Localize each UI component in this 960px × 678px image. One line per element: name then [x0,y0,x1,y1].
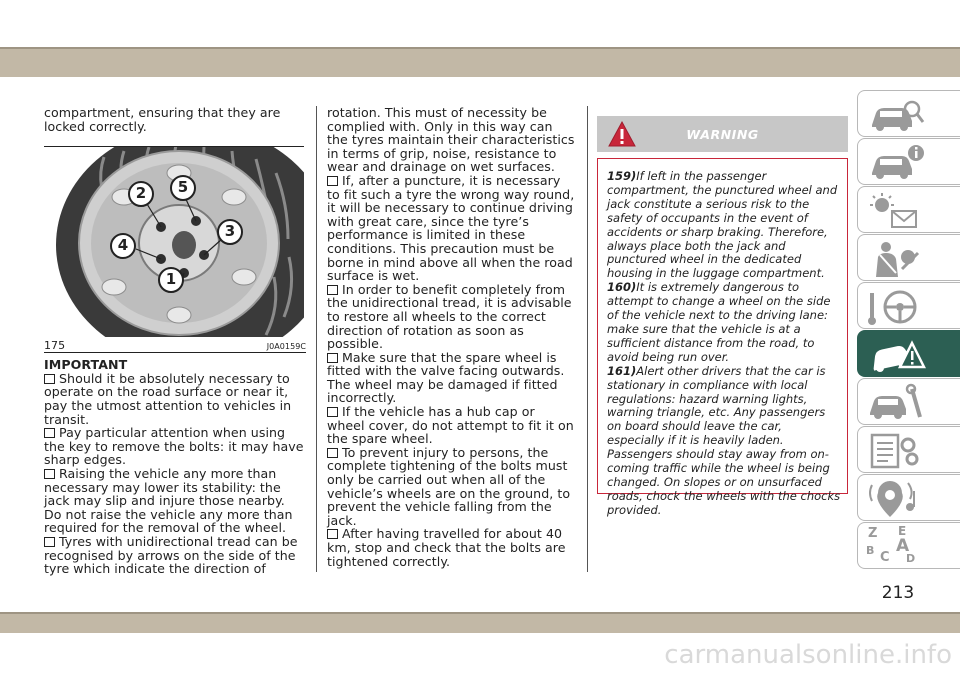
bullet-square-icon [327,285,338,295]
wheel-figure [44,146,304,336]
tab-safety[interactable] [857,234,960,281]
bullet-square-icon [44,374,55,384]
important-bullet: Tyres with unidirectional tread can be recognised by arrows on the side of the tyre which indicate the direction of [44,533,298,577]
steering-wheel-icon [866,287,926,327]
figure-label-5: 5 [170,175,196,201]
tab-getting-to-know-car[interactable] [857,90,960,137]
column-1 [44,106,306,576]
tab-technical-data[interactable] [857,426,960,473]
car-search-icon [866,95,926,135]
col2-bullet: Make sure that the spare wheel is fitted with the valve facing outwards. The wheel may be damaged if fitted incorrectly. [327,349,565,406]
bottom-band [0,612,960,633]
alphabetical-index-icon: Z E B A C D [866,524,916,565]
figure-code: J0A0159C [266,342,306,352]
breakdown-warning-icon [866,335,926,375]
warning-title: WARNING [686,127,759,142]
column-2 [327,106,575,568]
bullet-square-icon [327,529,338,539]
technical-data-icon [866,431,926,471]
col2-bullet: In order to benefit completely from the unidirectional tread, it is advisable to restore all wheels to the correct direction of rotation as soon as possible. [327,281,572,352]
col2-bullet: After having travelled for about 40 km, stop and check that the bolts are tightened correctly. [327,526,566,569]
col2-bullet: To prevent injury to persons, the complete tightening of the bolts must only be carried out when all of the vehicle’s wheels are on the ground, to prevent the vehicle falling from the jack. [327,444,571,528]
bullet-square-icon [327,353,338,363]
figure-label-4: 4 [110,233,136,259]
col2-bullet: If the vehicle has a hub cap or wheel cover, do not attempt to fit it on the spare wheel. [327,404,574,447]
col1-intro: compartment, ensuring that they are locked correctly. [44,105,281,134]
warning-item: 159)If left in the passenger compartment, the punctured wheel and jack constitute a serious risk to the safety of occupants in the event of accidents or sharp braking. Therefore, always place both the jack and punctured wheel in the dedicated housing in the luggage compartment. [607,169,838,281]
figure-label-2: 2 [128,181,154,207]
top-band-stripe [0,47,960,77]
bullet-square-icon [44,469,55,479]
important-bullet: Raising the vehicle any more than necessary may lower its stability: the jack may slip and injure those nearby. Do not raise the vehicle any more than required for the removal of the wheel. [44,465,293,536]
car-info-icon [866,143,926,183]
bullet-square-icon [44,428,55,438]
figure-caption [44,339,306,353]
col2-intro: rotation. This must of necessity be complied with. Only in this way can the tyres maintain their characteristics in terms of grip, noise, resistance to wear and drainage on wet surfaces. [327,105,575,175]
warning-header [597,116,848,152]
multimedia-icon [866,479,926,519]
figure-label-3: 3 [217,219,243,245]
top-band [0,0,960,78]
warning-box [597,116,848,517]
warning-item: 161)Alert other drivers that the car is stationary in compliance with local regulations: hazard warning lights, warning triangle, etc. Any passengers on board should leave the car, especially if it is heavily laden. Passengers should stay away from on-coming traffic while the wheel is being changed. On slopes or on unsurfaced roads, chock the wheels with the chocks provided. [607,363,841,517]
important-bullet: Should it be absolutely necessary to operate on the road surface or near it, pay the utmost attention to vehicles in transit. [44,370,292,427]
seatbelt-airbag-icon [866,239,926,279]
figure-label-1: 1 [158,267,184,293]
bullet-square-icon [327,407,338,417]
tab-servicing-and-care[interactable] [857,378,960,425]
wheel-illustration [44,147,304,337]
important-bullet: Pay particular attention when using the key to remove the bolts: it may have sharp edges. [44,425,304,468]
tab-multimedia[interactable] [857,474,960,521]
tab-warning-lights-messages[interactable] [857,186,960,233]
car-service-icon [866,383,926,423]
bullet-square-icon [327,176,338,186]
warning-item: 160)It is extremely dangerous to attempt to change a wheel on the side of the vehicle next to the driving lane: make sure that the vehicle is at a sufficient distance from the road, to avoid being run over. [607,280,831,364]
tab-starting-and-driving[interactable] [857,282,960,329]
watermark: carmanualsonline.info [664,640,952,670]
warning-body [597,158,848,517]
tab-in-an-emergency[interactable] [857,330,960,377]
bullet-square-icon [327,448,338,458]
tab-knowing-instrument-panel[interactable] [857,138,960,185]
column-separator [587,106,588,572]
col2-bullet: If, after a puncture, it is necessary to fit such a tyre the wrong way round, it will be necessary to continue driving with great care, since the tyre’s performance is limited in these conditions. This precaution must be borne in mind above all when the road surface is wet. [327,172,575,284]
figure-number: 175 [44,339,66,353]
column-separator [316,106,317,572]
page-number: 213 [881,583,915,603]
tab-index[interactable] [857,522,960,569]
warning-light-message-icon [866,191,926,231]
bullet-square-icon [44,537,55,547]
important-heading: IMPORTANT [44,357,128,373]
